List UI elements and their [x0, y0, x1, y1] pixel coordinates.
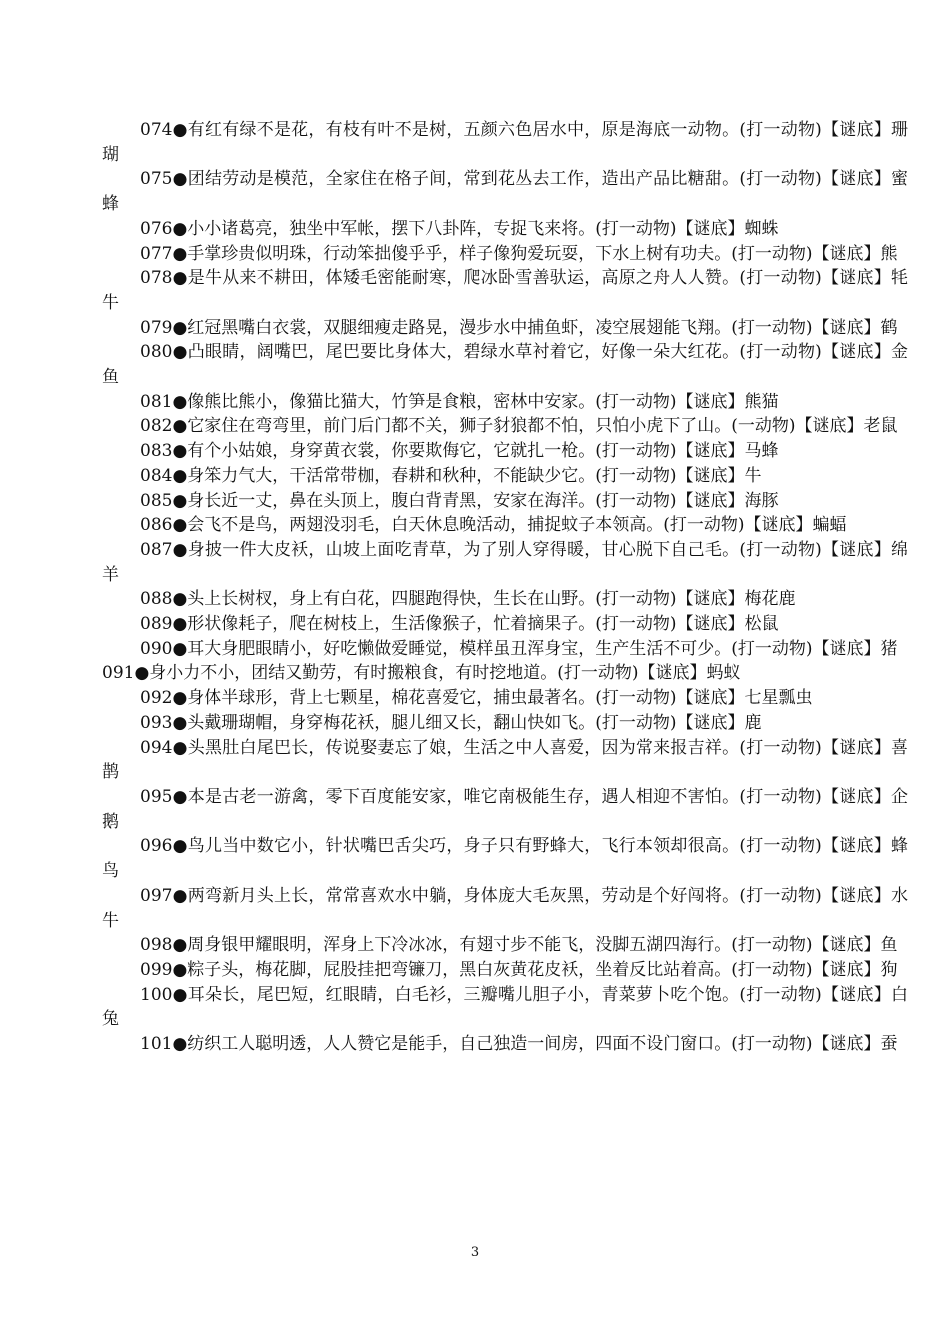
riddle-087: 087●身披一件大皮袄，山坡上面吃青草，为了别人穿得暖，甘心脱下自己毛。(打一动物)【谜底】绵羊: [102, 539, 908, 585]
riddle-098: 098●周身银甲耀眼明，浑身上下冷冰冰，有翅寸步不能飞，没脚五湖四海行。(打一动物)【谜底】鱼: [140, 935, 898, 956]
riddle-079: 079●红冠黑嘴白衣裳，双腿细瘦走路晃，漫步水中捕鱼虾，凌空展翅能飞翔。(打一动物)【谜底】鹤: [140, 317, 898, 338]
riddle-092: 092●身体半球形，背上七颗星，棉花喜爱它，捕虫最著名。(打一动物)【谜底】七星瓢虫: [140, 688, 813, 709]
riddle-093: 093●头戴珊瑚帽，身穿梅花袄，腿儿细又长，翻山快如飞。(打一动物)【谜底】鹿: [140, 712, 762, 733]
riddle-084: 084●身笨力气大，干活常带枷，春耕和秋种，不能缺少它。(打一动物)【谜底】牛: [140, 465, 762, 486]
riddle-099: 099●粽子头，梅花脚，屁股挂把弯镰刀，黑白灰黄花皮袄，坐着反比站着高。(打一动物)【谜底】狗: [140, 959, 898, 980]
riddle-101: 101●纺织工人聪明透，人人赞它是能手，自己独造一间房，四面不设门窗口。(打一动物)【谜底】蚕: [140, 1034, 898, 1055]
page-number: 3: [470, 1245, 480, 1260]
riddle-085: 085●身长近一丈，鼻在头顶上，腹白背青黑，安家在海洋。(打一动物)【谜底】海豚: [140, 490, 779, 511]
riddle-075: 075●团结劳动是模范，全家住在格子间，常到花丛去工作，造出产品比糖甜。(打一动物)【谜底】蜜蜂: [102, 169, 908, 215]
riddle-096: 096●鸟儿当中数它小，针状嘴巴舌尖巧，身子只有野蜂大，飞行本领却很高。(打一动物)【谜底】蜂鸟: [102, 836, 908, 882]
riddle-088: 088●头上长树杈，身上有白花，四腿跑得快，生长在山野。(打一动物)【谜底】梅花鹿: [140, 589, 796, 610]
riddle-089: 089●形状像耗子，爬在树枝上，生活像猴子，忙着摘果子。(打一动物)【谜底】松鼠: [140, 614, 779, 635]
riddle-083: 083●有个小姑娘，身穿黄衣裳，你要欺侮它，它就扎一枪。(打一动物)【谜底】马蜂: [140, 441, 779, 462]
riddle-080: 080●凸眼睛，阔嘴巴，尾巴要比身体大，碧绿水草衬着它，好像一朵大红花。(打一动物)【谜底】金鱼: [102, 342, 908, 388]
riddle-090: 090●耳大身肥眼睛小，好吃懒做爱睡觉，模样虽丑浑身宝，生产生活不可少。(打一动物)【谜底】猪: [140, 638, 898, 659]
riddle-100: 100●耳朵长，尾巴短，红眼睛，白毛衫，三瓣嘴儿胆子小，青菜萝卜吃个饱。(打一动物)【谜底】白兔: [102, 984, 908, 1030]
riddle-076: 076●小小诸葛亮，独坐中军帐，摆下八卦阵，专捉飞来将。(打一动物)【谜底】蜘蛛: [140, 218, 779, 239]
riddle-094: 094●头黑肚白尾巴长，传说娶妻忘了娘，生活之中人喜爱，因为常来报吉祥。(打一动物)【谜底】喜鹊: [102, 737, 908, 783]
riddle-082: 082●它家住在弯弯里，前门后门都不关，狮子豺狼都不怕，只怕小虎下了山。(一动物)【谜底】老鼠: [140, 416, 898, 437]
riddle-081: 081●像熊比熊小，像猫比猫大，竹笋是食粮，密林中安家。(打一动物)【谜底】熊猫: [140, 391, 779, 412]
riddle-091: 091●身小力不小，团结又勤劳，有时搬粮食，有时挖地道。(打一动物)【谜底】蚂蚁: [102, 663, 741, 684]
riddle-095: 095●本是古老一游禽，零下百度能安家，唯它南极能生存，遇人相迎不害怕。(打一动物)【谜底】企鹅: [102, 786, 908, 832]
riddle-077: 077●手掌珍贵似明珠，行动笨拙傻乎乎，样子像狗爱玩耍，下水上树有功夫。(打一动物)【谜底】熊: [140, 243, 898, 264]
riddle-074: 074●有红有绿不是花，有枝有叶不是树，五颜六色居水中，原是海底一动物。(打一动物)【谜底】珊瑚: [102, 120, 908, 165]
riddle-078: 078●是牛从来不耕田，体矮毛密能耐寒，爬冰卧雪善驮运，高原之舟人人赞。(打一动物)【谜底】牦牛: [102, 268, 908, 313]
document-page: [102, 118, 908, 1057]
riddle-086: 086●会飞不是鸟，两翅没羽毛，白天休息晚活动，捕捉蚊子本领高。(打一动物)【谜底】蝙蝠: [140, 515, 847, 536]
riddle-097: 097●两弯新月头上长，常常喜欢水中躺，身体庞大毛灰黑，劳动是个好闯将。(打一动物)【谜底】水牛: [102, 885, 908, 931]
